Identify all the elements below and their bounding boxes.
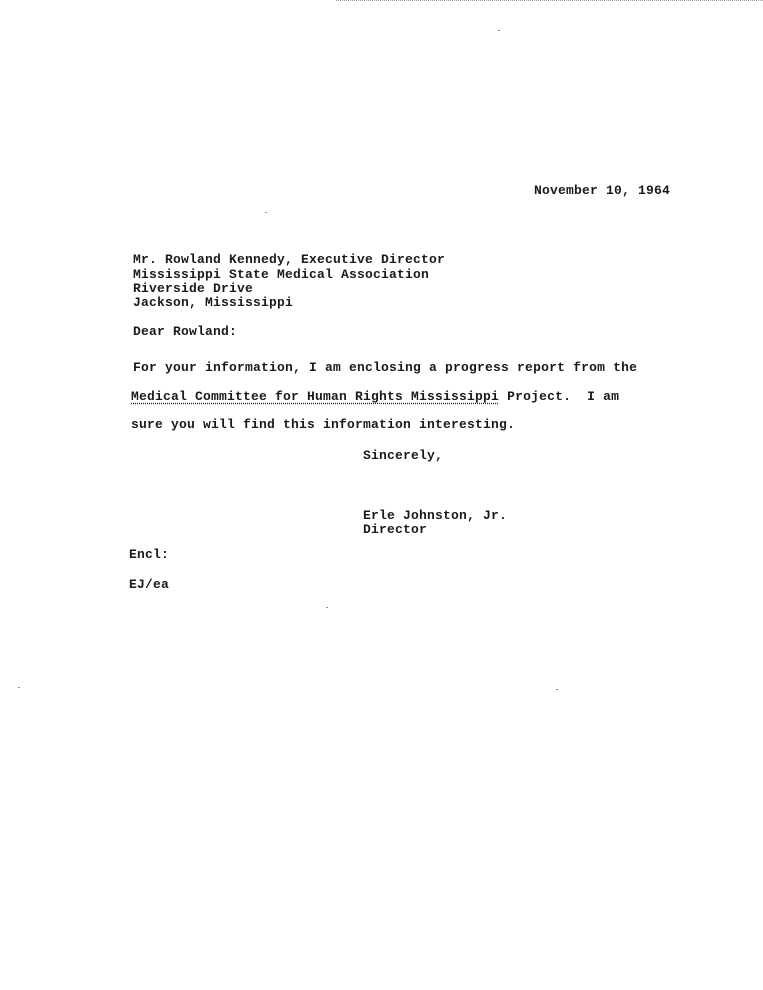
salutation: Dear Rowland: — [133, 324, 238, 339]
typist-initials: EJ/ea — [129, 577, 170, 592]
recipient-street-line: Riverside Drive — [133, 281, 254, 296]
closing: Sincerely, — [363, 448, 444, 463]
scan-speck — [18, 687, 20, 688]
scan-speck — [498, 30, 500, 31]
body-line-3: sure you will find this information interesting. — [131, 417, 516, 432]
signature-name: Erle Johnston, Jr. — [363, 508, 508, 523]
body-line-1: For your information, I am enclosing a progress report from the — [133, 360, 638, 375]
committee-name: Medical Committee for Human Rights Mississippi — [131, 389, 500, 404]
enclosure-note: Encl: — [129, 547, 170, 562]
signature-title: Director — [363, 522, 428, 537]
recipient-organization-line: Mississippi State Medical Association — [133, 267, 430, 282]
scan-speck — [556, 689, 558, 690]
page-top-edge — [336, 0, 763, 3]
body-line-2 — [131, 390, 619, 403]
body-line-2-rest: Project. I am — [499, 389, 620, 404]
scan-speck — [326, 607, 328, 608]
recipient-city-line: Jackson, Mississippi — [133, 295, 294, 310]
letter-date: November 10, 1964 — [534, 183, 671, 198]
scan-speck — [265, 212, 267, 213]
recipient-name-line: Mr. Rowland Kennedy, Executive Director — [133, 252, 446, 267]
